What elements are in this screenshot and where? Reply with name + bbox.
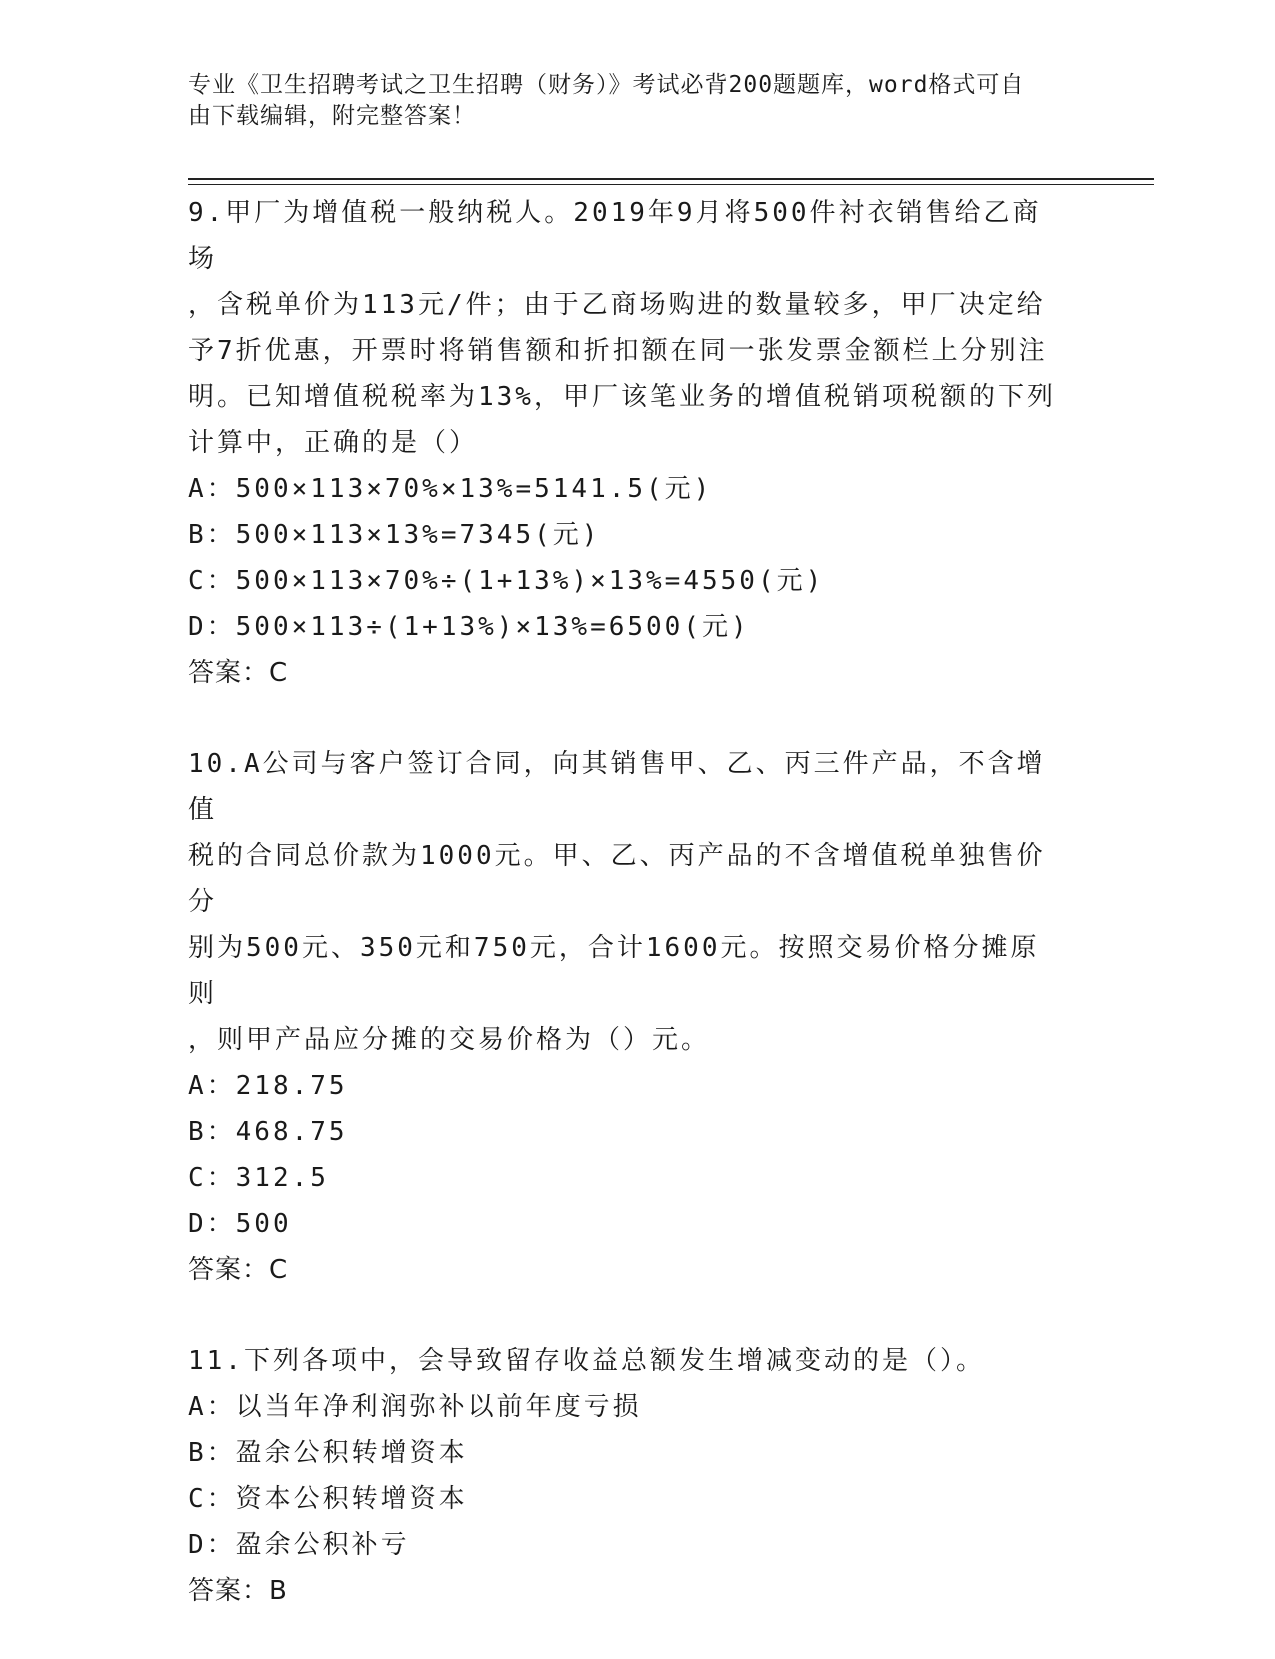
answer: 答案：B [188, 1576, 288, 1606]
option-d: D：500×113÷(1+13%)×13%=6500(元) [188, 612, 750, 642]
option-d: D：500 [188, 1209, 292, 1239]
question-11 [188, 1338, 1068, 1614]
stem-line: 税的合同总价款为1000元。甲、乙、丙产品的不含增值税单独售价分 [188, 841, 1046, 917]
option-a: A：500×113×70%×13%=5141.5(元) [188, 474, 713, 504]
option-b: B：500×113×13%=7345(元) [188, 520, 601, 550]
header-divider-thin [188, 184, 1154, 185]
header-divider [188, 178, 1154, 180]
question-10 [188, 741, 1068, 1293]
option-d: D：盈余公积补亏 [188, 1530, 410, 1560]
question-9 [188, 190, 1068, 696]
option-a: A：以当年净利润弥补以前年度亏损 [188, 1392, 642, 1422]
stem-line: 10.A公司与客户签订合同，向其销售甲、乙、丙三件产品，不含增值 [188, 749, 1046, 825]
option-c: C：资本公积转增资本 [188, 1484, 468, 1514]
stem-line: 予7折优惠，开票时将销售额和折扣额在同一张发票金额栏上分别注 [188, 336, 1048, 366]
answer: 答案：C [188, 658, 289, 688]
stem-line: 计算中，正确的是（） [188, 428, 479, 458]
header-line: 专业《卫生招聘考试之卫生招聘（财务）》考试必背200题题库，word格式可自 [188, 72, 1025, 98]
option-b: B：468.75 [188, 1117, 348, 1147]
stem-line: 明。已知增值税税率为13%，甲厂该笔业务的增值税销项税额的下列 [188, 382, 1056, 412]
stem-line: ，则甲产品应分摊的交易价格为（）元。 [188, 1025, 711, 1055]
answer: 答案：C [188, 1255, 289, 1285]
question-stem [188, 741, 1068, 1063]
stem-line: 11.下列各项中，会导致留存收益总额发生增减变动的是（）。 [188, 1346, 985, 1376]
stem-line: 别为500元、350元和750元，合计1600元。按照交易价格分摊原则 [188, 933, 1040, 1009]
question-stem [188, 190, 1068, 466]
stem-line: 9.甲厂为增值税一般纳税人。2019年9月将500件衬衣销售给乙商场 [188, 198, 1042, 274]
stem-line: ，含税单价为113元/件；由于乙商场购进的数量较多，甲厂决定给 [188, 290, 1046, 320]
document-header [188, 70, 1068, 132]
question-stem [188, 1338, 1068, 1384]
question-list [188, 190, 1068, 1659]
option-a: A：218.75 [188, 1071, 348, 1101]
option-c: C：500×113×70%÷(1+13%)×13%=4550(元) [188, 566, 825, 596]
header-line: 由下载编辑，附完整答案！ [188, 103, 476, 129]
option-c: C：312.5 [188, 1163, 329, 1193]
option-b: B：盈余公积转增资本 [188, 1438, 468, 1468]
